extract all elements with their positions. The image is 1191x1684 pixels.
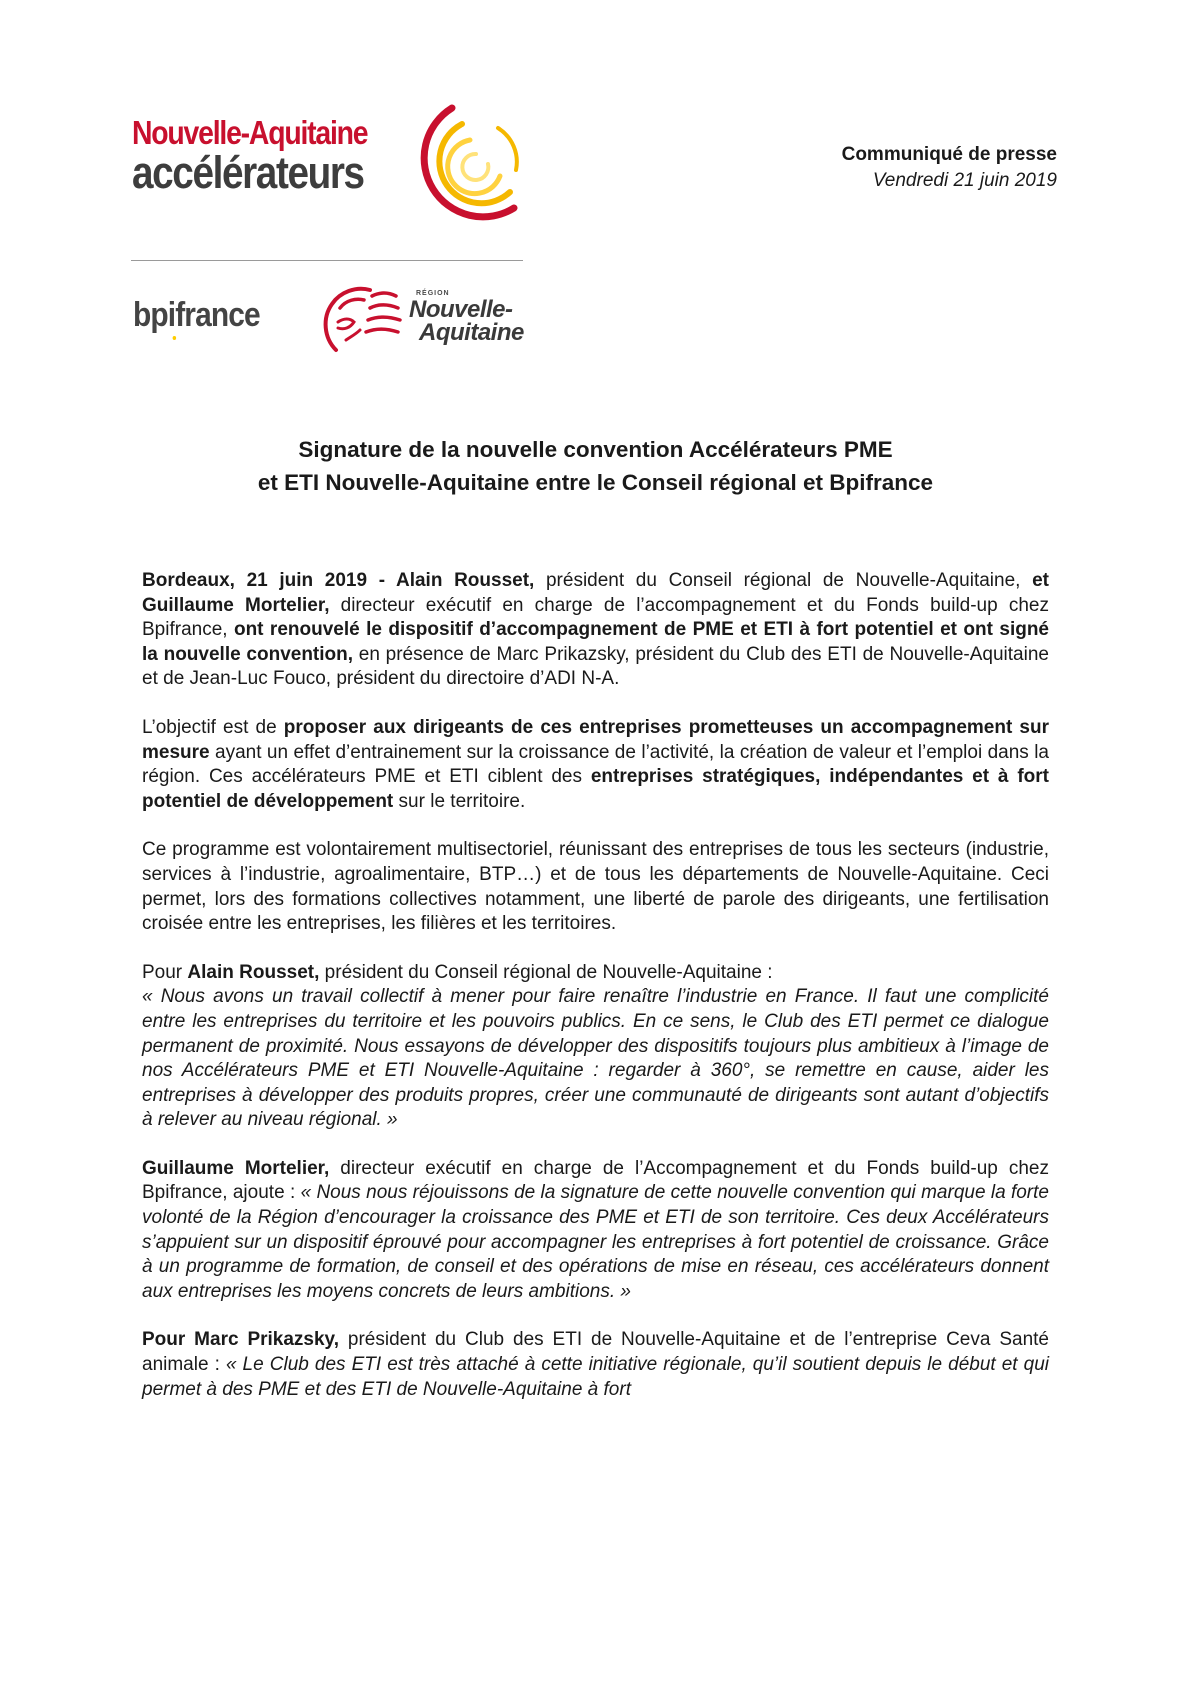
intro-text-3: en présence de Marc Prikazsky, président du Club des ETI de Nouvelle-Aquitaine et de Jean-Luc Fouco, président du directoire d’ADI N-A. (142, 643, 1049, 690)
paragraph-quote-mortelier (142, 1157, 1049, 1305)
press-release-label: Communiqué de presse (841, 144, 1057, 165)
prikazsky-name: Pour Marc Prikazsky, (142, 1329, 339, 1351)
accelerateurs-logo (132, 100, 532, 230)
region-name-line2: Aquitaine (419, 319, 524, 346)
region-name-line1: Nouvelle- (409, 296, 513, 323)
mortelier-text-1: directeur exécutif en charge de l’Accompagnement et du Fonds build-up chez Bpifrance, ajoute : (142, 1157, 1049, 1204)
region-label: RÉGION (416, 290, 450, 297)
objective-text-1: L’objectif est de (142, 716, 284, 738)
rousset-text-2: président du Conseil régional de Nouvelle-Aquitaine : (319, 961, 773, 983)
bpifrance-wordmark: bpifrance (133, 296, 260, 334)
mortelier-name: Guillaume Mortelier, (142, 1157, 330, 1179)
objective-bold-1: proposer aux dirigeants de ces entreprises prometteuses un accompagnement sur mesure (142, 716, 1049, 763)
intro-bold-2: et Guillaume Mortelier, (142, 570, 1049, 616)
bpifrance-logo (133, 296, 260, 335)
logo-title-line1: Nouvelle-Aquitaine (132, 114, 368, 151)
lion-emblem-icon (316, 278, 408, 358)
rousset-quote: « Nous avons un travail collectif à mener pour faire renaître l’industrie en France. Il faut une complicité entre les entreprises du territoire et les pouvoirs publics. En ce sens, le Club des ETI permet ce dialogue permanent de proximité. Nous essayons de développer des dispositifs toujours plus ambitieux à l’image de nos Accélérateurs PME et ETI Nouvelle-Aquitaine : regarder à 360°, se remettre en cause, aider les entreprises à développer des produits propres, créer une communauté de dirigeants sont autant d’objectifs à relever au niveau régional. » (142, 986, 1049, 1131)
paragraph-quote-rousset (142, 961, 1049, 1133)
objective-text-3: sur le territoire. (393, 790, 526, 812)
intro-text-1: président du Conseil régional de Nouvelle-Aquitaine, (534, 570, 1033, 591)
title-line-1: Signature de la nouvelle convention Accélérateurs PME (298, 437, 893, 462)
document-title (140, 433, 1051, 499)
intro-bold-1: Bordeaux, 21 juin 2019 - Alain Rousset, (142, 570, 535, 591)
accelerator-swirl-icon (412, 100, 532, 230)
logo-title-line2: accélérateurs (132, 147, 364, 198)
paragraph-programme: Ce programme est volontairement multisectoriel, réunissant des entreprises de tous les secteurs (industrie, services à l’industrie, agroalimentaire, BTP…) et de tous les départements de Nouvelle-Aquitaine. Ceci permet, lors des formations collectives notamment, une liberté de parole des dirigeants, une fertilisation croisée entre les entreprises, les filières et les territoires. (142, 839, 1049, 935)
intro-text-2: directeur exécutif en charge de l’accompagnement et du Fonds build-up chez Bpifrance, (142, 594, 1049, 641)
region-nouvelle-aquitaine-logo (316, 278, 526, 358)
press-release-date: Vendredi 21 juin 2019 (872, 170, 1057, 191)
paragraph-intro (142, 569, 1049, 692)
paragraph-objective (142, 716, 1049, 814)
title-line-2: et ETI Nouvelle-Aquitaine entre le Conseil régional et Bpifrance (257, 470, 934, 495)
prikazsky-text-1: président du Club des ETI de Nouvelle-Aquitaine et de l’entreprise Ceva Santé animale : (142, 1329, 1049, 1376)
objective-text-2: ayant un effet d’entrainement sur la croissance de l’activité, la création de valeur et l’emploi dans la région. Ces accélérateurs PME et ETI ciblent des (142, 741, 1049, 788)
objective-bold-2: entreprises stratégiques, indépendantes et à fort potentiel de développement (142, 766, 1049, 812)
bpifrance-dot-icon (173, 336, 177, 340)
mortelier-quote: « Nous nous réjouissons de la signature de cette nouvelle convention qui marque la forte volonté de la Région d’encourager la croissance des PME et ETI de son territoire. Ces deux Accélérateurs s’appuient sur un dispositif éprouvé pour accompagner les entreprises à fort potentiel de croissance. Grâce à un programme de formation, de conseil et des opérations de mise en réseau, ces accélérateurs donnent aux entreprises les moyens concrets de leurs ambitions. » (142, 1182, 1049, 1302)
press-release-header (842, 142, 1057, 194)
paragraph-quote-prikazsky (142, 1328, 1049, 1402)
rousset-name: Alain Rousset, (187, 961, 320, 983)
rousset-text-1: Pour (142, 961, 188, 983)
document-body (142, 569, 1049, 1426)
prikazsky-quote: « Le Club des ETI est très attaché à cette initiative régionale, qu’il soutient depuis le début et qui permet à des PME et des ETI de Nouvelle-Aquitaine à fort (142, 1354, 1049, 1400)
intro-bold-3: ont renouvelé le dispositif d’accompagnement de PME et ETI à fort potentiel et ont signé la nouvelle convention, (142, 619, 1049, 665)
header-divider (131, 260, 523, 261)
